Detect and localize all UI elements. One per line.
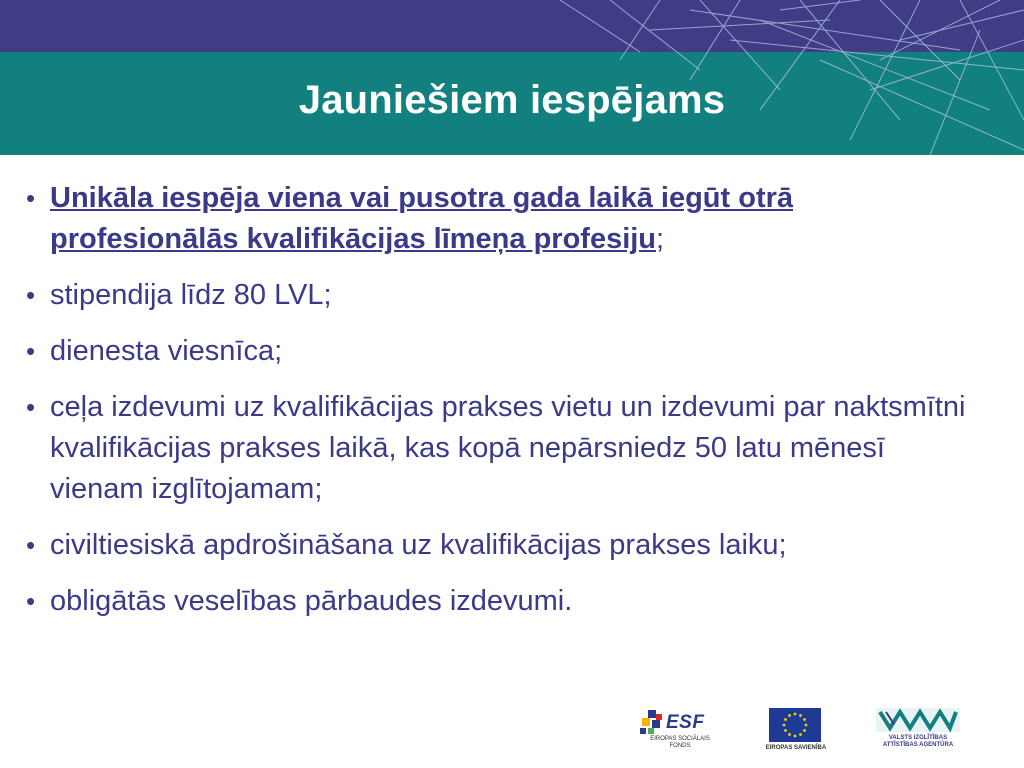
bullet-item bbox=[26, 275, 976, 316]
esf-mark-icon bbox=[640, 710, 664, 736]
slide-title: Jauniešiem iespējams bbox=[298, 78, 726, 122]
bullet-dot: • bbox=[26, 586, 36, 616]
esf-logo-caption: EIROPAS SOCIĀLAIS FONDS bbox=[650, 736, 710, 749]
viaa-logo-caption: VALSTS IZGLĪTĪBAS ATTĪSTĪBAS AĢENTŪRA bbox=[882, 735, 954, 748]
bullet-dot: • bbox=[26, 530, 36, 560]
bullet-item bbox=[26, 387, 976, 510]
bullet-item bbox=[26, 525, 976, 566]
bullet-lead-text: Unikāla iespēja viena vai pusotra gada laikā iegūt otrā profesionālās kvalifikācijas līmeņa profesiju bbox=[50, 182, 794, 255]
viaa-mark-icon bbox=[876, 706, 960, 734]
eu-flag-icon bbox=[769, 708, 821, 742]
bullet-item bbox=[26, 331, 976, 372]
footer-logos bbox=[0, 706, 1024, 756]
esf-logo bbox=[640, 706, 720, 758]
viaa-logo bbox=[876, 706, 960, 756]
bullet-text: civiltiesiskā apdrošināšana uz kvalifikācijas prakses laiku; bbox=[50, 529, 787, 561]
bullet-text: dienesta viesnīca; bbox=[50, 335, 283, 367]
bullet-text: obligātās veselības pārbaudes izdevumi. bbox=[50, 585, 573, 617]
bullet-dot: • bbox=[26, 280, 36, 310]
bullet-dot: • bbox=[26, 336, 36, 366]
bullet-text: ; bbox=[656, 223, 665, 255]
eu-logo-caption: EIROPAS SAVIENĪBA bbox=[765, 745, 827, 751]
esf-logo-text: ESF bbox=[666, 712, 705, 733]
bullet-list bbox=[26, 178, 976, 637]
bullet-dot: • bbox=[26, 183, 36, 213]
bullet-text: stipendija līdz 80 LVL; bbox=[50, 279, 332, 311]
bullet-dot: • bbox=[26, 392, 36, 422]
bullet-item bbox=[26, 581, 976, 622]
bullet-text: ceļa izdevumi uz kvalifikācijas prakses vietu un izdevumi par naktsmītni kvalifikācijas prakses laikā, kas kopā nepārsniedz 50 latu mēnesī vienam izglītojamam; bbox=[50, 391, 966, 505]
top-band bbox=[0, 0, 1024, 52]
bullet-item bbox=[26, 178, 976, 260]
eu-logo bbox=[765, 706, 827, 756]
